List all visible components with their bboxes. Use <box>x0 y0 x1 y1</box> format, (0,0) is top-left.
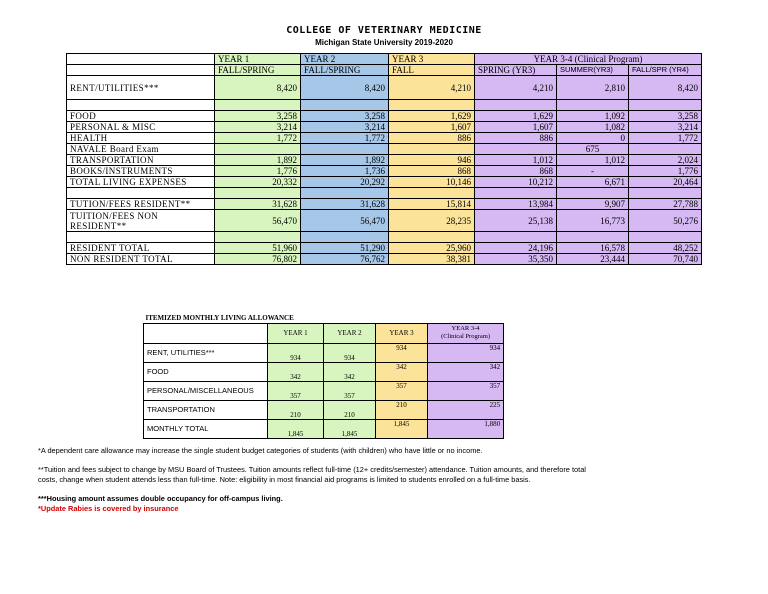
note-housing: ***Housing amount assumes double occupancy for off-campus living. <box>38 494 283 503</box>
allowance-header-year34-line1: YEAR 3-4 <box>451 325 480 332</box>
cell-value: 28,235 <box>389 210 475 232</box>
cell-value: 48,252 <box>629 243 702 254</box>
cell-value: 51,290 <box>301 243 389 254</box>
allowance-cell-value: 342 <box>376 362 428 381</box>
allowance-cell-value: 342 <box>324 362 376 381</box>
allowance-cell-value: 225 <box>428 400 504 419</box>
cell-value: 20,332 <box>215 177 301 188</box>
allowance-cell-value: 1,880 <box>428 419 504 438</box>
row-label-line1: TUITION/FEES NON <box>70 210 159 221</box>
allowance-body <box>144 343 504 438</box>
cell-value: 3,258 <box>215 111 301 122</box>
cell-value: 4,210 <box>389 76 475 100</box>
allowance-header-year1: YEAR 1 <box>268 323 324 343</box>
cell-value: 675 <box>557 144 629 155</box>
cell-value: 70,740 <box>629 254 702 265</box>
cell-value: 25,138 <box>475 210 557 232</box>
row-label: NON RESIDENT TOTAL <box>67 254 215 265</box>
allowance-title-row <box>144 313 504 323</box>
note-rabies: *Update Rabies is covered by insurance <box>38 504 179 513</box>
spacer-cell <box>301 188 389 199</box>
allowance-cell-value: 342 <box>268 362 324 381</box>
allowance-row <box>144 419 504 438</box>
cell-value: 51,960 <box>215 243 301 254</box>
spacer-cell <box>215 188 301 199</box>
table-row <box>67 177 702 188</box>
header-spring-yr3: SPRING (YR3) <box>475 65 557 76</box>
spacer-cell <box>629 100 702 111</box>
header-row-2 <box>67 65 702 76</box>
cell-value: 15,814 <box>389 199 475 210</box>
spacer-cell <box>67 232 215 243</box>
spacer-cell <box>475 232 557 243</box>
cell-value: 1,092 <box>557 111 629 122</box>
row-label: TRANSPORTATION <box>67 155 215 166</box>
header-year2: YEAR 2 <box>301 54 389 65</box>
row-label: TOTAL LIVING EXPENSES <box>67 177 215 188</box>
table-row <box>67 210 702 232</box>
cell-value: - <box>557 166 629 177</box>
cell-value: 56,470 <box>215 210 301 232</box>
cell-value: 27,788 <box>629 199 702 210</box>
allowance-cell-value: 210 <box>376 400 428 419</box>
cell-value: 8,420 <box>629 76 702 100</box>
allowance-header-year3: YEAR 3 <box>376 323 428 343</box>
budget-table <box>66 53 702 265</box>
cell-value: 3,214 <box>301 122 389 133</box>
allowance-header-year34-line2: (Clinical Program) <box>441 333 490 340</box>
cell-value: 31,628 <box>301 199 389 210</box>
spacer-cell <box>389 188 475 199</box>
spacer-cell <box>475 100 557 111</box>
cell-value: 2,810 <box>557 76 629 100</box>
spacer-row <box>67 100 702 111</box>
row-label: RESIDENT TOTAL <box>67 243 215 254</box>
cell-value: 56,470 <box>301 210 389 232</box>
table-row <box>67 144 702 155</box>
allowance-row-label: RENT, UTILITIES*** <box>144 343 268 362</box>
cell-value: 1,776 <box>629 166 702 177</box>
table-row <box>67 243 702 254</box>
row-label-line2: RESIDENT** <box>70 220 127 231</box>
spacer-cell <box>67 100 215 111</box>
allowance-row-label: PERSONAL/MISCELLANEOUS <box>144 381 268 400</box>
cell-value: 868 <box>389 166 475 177</box>
spacer-cell <box>389 232 475 243</box>
cell-value: 1,892 <box>301 155 389 166</box>
page-subtitle: Michigan State University 2019-2020 <box>315 38 453 47</box>
cell-value: 8,420 <box>301 76 389 100</box>
allowance-row <box>144 343 504 362</box>
cell-value: 50,276 <box>629 210 702 232</box>
spacer-cell <box>389 100 475 111</box>
cell-value: 23,444 <box>557 254 629 265</box>
header-year3: YEAR 3 <box>389 54 475 65</box>
table-row <box>67 122 702 133</box>
cell-value: 1,607 <box>475 122 557 133</box>
cell-value: 25,960 <box>389 243 475 254</box>
spacer-cell <box>557 100 629 111</box>
cell-value: 10,212 <box>475 177 557 188</box>
allowance-cell-value: 210 <box>324 400 376 419</box>
cell-value: 1,012 <box>475 155 557 166</box>
allowance-cell-value: 357 <box>376 381 428 400</box>
row-label: RENT/UTILITIES*** <box>67 76 215 100</box>
cell-value: 24,196 <box>475 243 557 254</box>
cell-value: 8,420 <box>215 76 301 100</box>
header-year2-term: FALL/SPRING <box>301 65 389 76</box>
header-year3-term: FALL <box>389 65 475 76</box>
cell-value: 3,258 <box>629 111 702 122</box>
spacer-cell <box>629 232 702 243</box>
header-summer-yr3: SUMMER(YR3) <box>557 65 629 76</box>
note-tuition-line1: **Tuition and fees subject to change by MSU Board of Trustees. Tuition amounts reflect full-time (12+ credits/semester) attendance. Tuition amounts, and therefore total <box>38 465 586 474</box>
cell-value: 1,629 <box>475 111 557 122</box>
cell-value: 76,802 <box>215 254 301 265</box>
allowance-header-year2: YEAR 2 <box>324 323 376 343</box>
row-label: NAVALE Board Exam <box>67 144 215 155</box>
cell-value: 1,012 <box>557 155 629 166</box>
cell-value: 20,292 <box>301 177 389 188</box>
allowance-row-label: MONTHLY TOTAL <box>144 419 268 438</box>
allowance-cell-value: 342 <box>428 362 504 381</box>
cell-value: 20,464 <box>629 177 702 188</box>
spacer-cell <box>557 188 629 199</box>
allowance-header-year34 <box>428 323 504 343</box>
cell-value: 3,258 <box>301 111 389 122</box>
allowance-row <box>144 362 504 381</box>
cell-value: 3,214 <box>215 122 301 133</box>
row-label: HEALTH <box>67 133 215 144</box>
table-row <box>67 199 702 210</box>
cell-value: 6,671 <box>557 177 629 188</box>
cell-value: 76,762 <box>301 254 389 265</box>
allowance-title: ITEMIZED MONTHLY LIVING ALLOWANCE <box>145 313 294 322</box>
page-title: COLLEGE OF VETERINARY MEDICINE <box>286 25 482 36</box>
cell-value: 886 <box>475 133 557 144</box>
cell-value: 1,082 <box>557 122 629 133</box>
spacer-cell <box>557 232 629 243</box>
table-row <box>67 166 702 177</box>
table-row <box>67 133 702 144</box>
allowance-cell-value: 934 <box>268 343 324 362</box>
allowance-row-label: FOOD <box>144 362 268 381</box>
header-row-1 <box>67 54 702 65</box>
spacer-cell <box>215 100 301 111</box>
header-year1: YEAR 1 <box>215 54 301 65</box>
allowance-cell-value: 934 <box>324 343 376 362</box>
allowance-header-row <box>144 323 504 343</box>
cell-value: 35,350 <box>475 254 557 265</box>
cell-value <box>215 144 301 155</box>
allowance-cell-value: 357 <box>428 381 504 400</box>
allowance-cell-value: 357 <box>268 381 324 400</box>
spacer-cell <box>301 100 389 111</box>
cell-value: 13,984 <box>475 199 557 210</box>
allowance-cell-value: 1,845 <box>324 419 376 438</box>
table-row <box>67 155 702 166</box>
table-row <box>67 111 702 122</box>
cell-value: 2,024 <box>629 155 702 166</box>
header-year1-term: FALL/SPRING <box>215 65 301 76</box>
allowance-cell-value: 1,845 <box>268 419 324 438</box>
cell-value: 16,578 <box>557 243 629 254</box>
spacer-cell <box>301 232 389 243</box>
allowance-cell-value: 934 <box>428 343 504 362</box>
allowance-cell-value: 934 <box>376 343 428 362</box>
cell-value <box>389 144 475 155</box>
cell-value: 1,892 <box>215 155 301 166</box>
cell-value: 31,628 <box>215 199 301 210</box>
header-blank <box>144 323 268 343</box>
table-row <box>67 76 702 100</box>
table-row <box>67 254 702 265</box>
cell-value: 1,736 <box>301 166 389 177</box>
cell-value: 1,772 <box>215 133 301 144</box>
allowance-row <box>144 400 504 419</box>
cell-value: 9,907 <box>557 199 629 210</box>
monthly-allowance-table <box>143 313 504 439</box>
cell-value: 868 <box>475 166 557 177</box>
cell-value: 16,773 <box>557 210 629 232</box>
allowance-row-label: TRANSPORTATION <box>144 400 268 419</box>
row-label: FOOD <box>67 111 215 122</box>
cell-value: 3,214 <box>629 122 702 133</box>
allowance-row <box>144 381 504 400</box>
spacer-cell <box>629 188 702 199</box>
header-blank <box>67 54 215 65</box>
allowance-cell-value: 1,845 <box>376 419 428 438</box>
note-dependent-care: *A dependent care allowance may increase the single student budget categories of students (with children) who have little or no income. <box>38 446 483 455</box>
cell-value: 1,629 <box>389 111 475 122</box>
spacer-cell <box>67 188 215 199</box>
header-blank <box>67 65 215 76</box>
cell-value: 10,146 <box>389 177 475 188</box>
cell-value: 1,772 <box>301 133 389 144</box>
cell-value <box>301 144 389 155</box>
spacer-row <box>67 188 702 199</box>
cell-value: 0 <box>557 133 629 144</box>
cell-value <box>475 144 557 155</box>
header-year34: YEAR 3-4 (Clinical Program) <box>475 54 702 65</box>
spacer-cell <box>215 232 301 243</box>
cell-value: 4,210 <box>475 76 557 100</box>
spacer-cell <box>475 188 557 199</box>
cell-value: 1,776 <box>215 166 301 177</box>
header-fall-spr-yr4: FALL/SPR (YR4) <box>629 65 702 76</box>
allowance-cell-value: 357 <box>324 381 376 400</box>
row-label: PERSONAL & MISC <box>67 122 215 133</box>
row-label: TUTION/FEES RESIDENT** <box>67 199 215 210</box>
cell-value: 886 <box>389 133 475 144</box>
allowance-cell-value: 210 <box>268 400 324 419</box>
cell-value: 1,772 <box>629 133 702 144</box>
row-label: BOOKS/INSTRUMENTS <box>67 166 215 177</box>
cell-value <box>629 144 702 155</box>
spacer-row <box>67 232 702 243</box>
cell-value: 1,607 <box>389 122 475 133</box>
row-label <box>67 210 215 232</box>
cell-value: 38,381 <box>389 254 475 265</box>
note-tuition-line2: costs, change when student attends less than full-time. Note: eligibility in most financial aid programs is limited to students enrolled on a full-time basis. <box>38 475 531 484</box>
cell-value: 946 <box>389 155 475 166</box>
